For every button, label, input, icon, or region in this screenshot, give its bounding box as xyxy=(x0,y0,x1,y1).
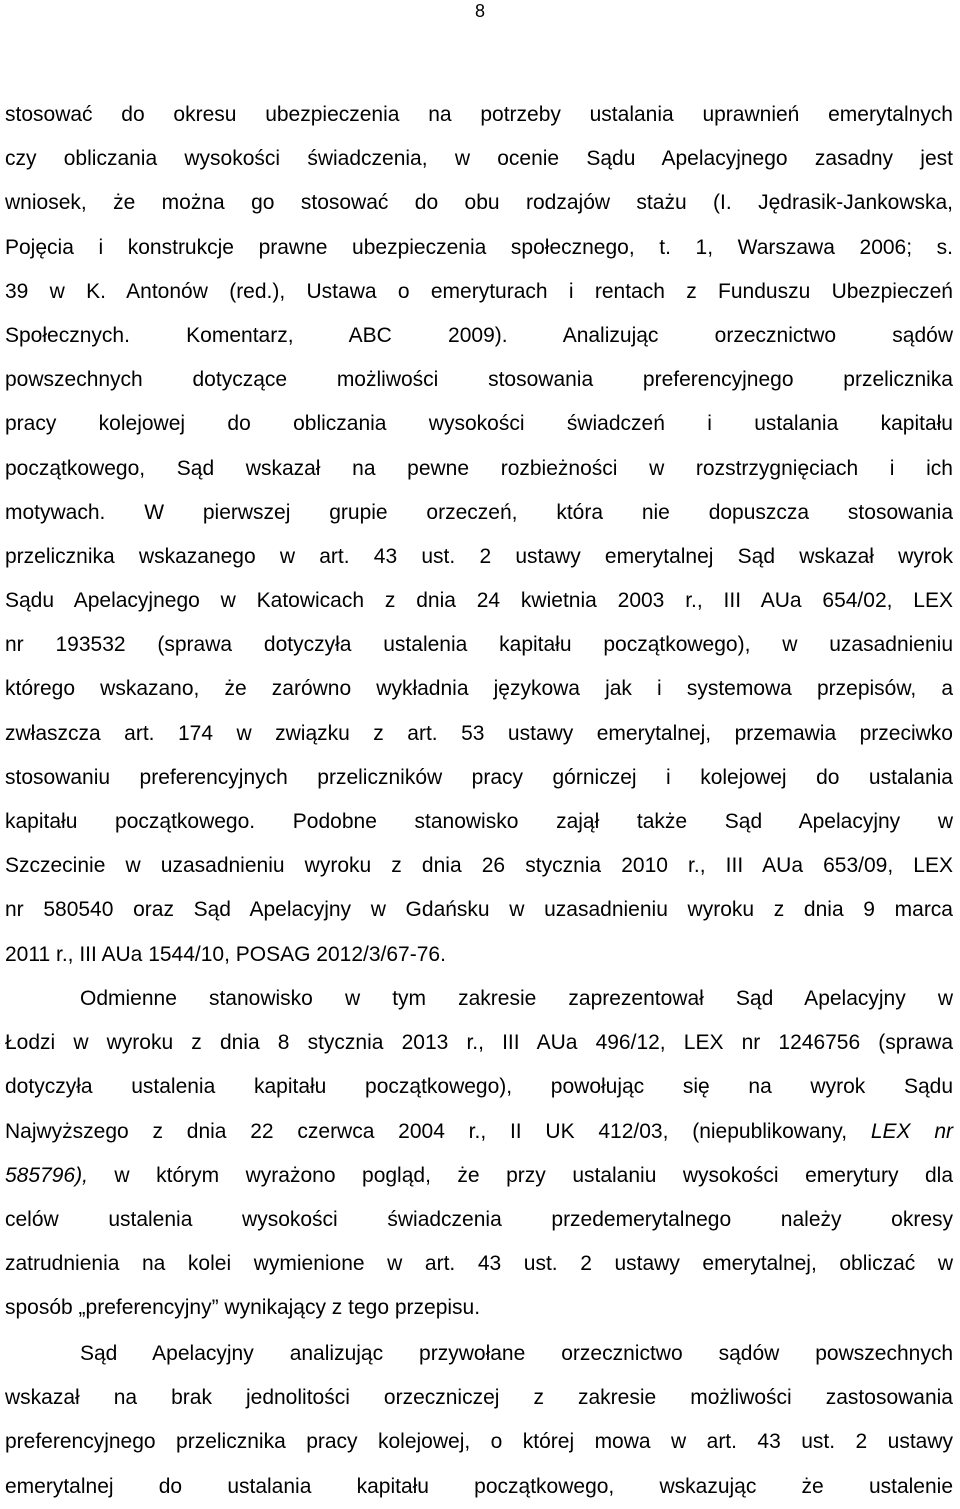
paragraph-line: Sądu Apelacyjnego w Katowicach z dnia 24 kwietnia 2003 r., III AUa 654/02, LEX xyxy=(5,589,953,613)
text-segment: w którym wyrażono pogląd, że przy ustalaniu wysokości emerytury dla xyxy=(87,1163,953,1187)
paragraph-line-mixed xyxy=(5,1110,953,1154)
paragraph-line: przelicznika wskazanego w art. 43 ust. 2 ustawy emerytalnej Sąd wskazał wyrok xyxy=(5,544,953,568)
paragraph-line: Odmienne stanowisko w tym zakresie zaprezentował Sąd Apelacyjny w xyxy=(80,987,953,1010)
paragraph-line: zwłaszcza art. 174 w związku z art. 53 ustawy emerytalnej, przemawia przeciwko xyxy=(5,721,953,745)
paragraph-line: Sąd Apelacyjny analizując przywołane orzecznictwo sądów powszechnych xyxy=(80,1342,953,1365)
paragraph-line: czy obliczania wysokości świadczenia, w ocenie Sądu Apelacyjnego zasadny jest xyxy=(5,147,953,171)
paragraph-2 xyxy=(5,977,953,1331)
paragraph-line: 39 w K. Antonów (red.), Ustawa o emeryturach i rentach z Funduszu Ubezpieczeń xyxy=(5,279,953,303)
paragraph-line: Szczecinie w uzasadnieniu wyroku z dnia 26 stycznia 2010 r., III AUa 653/09, LEX xyxy=(5,854,953,878)
paragraph-line: kapitału początkowego. Podobne stanowisko zajął także Sąd Apelacyjny w xyxy=(5,810,953,833)
paragraph-line: powszechnych dotyczące możliwości stosowania preferencyjnego przelicznika xyxy=(5,368,953,392)
paragraph-line: motywach. W pierwszej grupie orzeczeń, która nie dopuszcza stosowania xyxy=(5,500,953,524)
paragraph-line-mixed xyxy=(5,1154,953,1198)
paragraph-line: zatrudnienia na kolei wymienione w art. 43 ust. 2 ustawy emerytalnej, obliczać w xyxy=(5,1252,953,1276)
paragraph-line: nr 580540 oraz Sąd Apelacyjny w Gdańsku w uzasadnieniu wyroku z dnia 9 marca xyxy=(5,898,953,922)
paragraph-line: pracy kolejowej do obliczania wysokości świadczeń i ustalania kapitału xyxy=(5,412,953,436)
paragraph-line: początkowego, Sąd wskazał na pewne rozbieżności w rozstrzygnięciach i ich xyxy=(5,456,953,480)
paragraph-1 xyxy=(5,93,953,977)
paragraph-line: dotyczyła ustalenia kapitału początkowego), powołując się na wyrok Sądu xyxy=(5,1075,953,1099)
paragraph-line: stosować do okresu ubezpieczenia na potrzeby ustalania uprawnień emerytalnych xyxy=(5,103,953,126)
paragraph-line: 2011 r., III AUa 1544/10, POSAG 2012/3/67-76. xyxy=(5,942,446,966)
paragraph-3 xyxy=(5,1332,953,1509)
citation-italic: 585796), xyxy=(5,1163,88,1187)
paragraph-line: stosowaniu preferencyjnych przeliczników pracy górniczej i kolejowej do ustalania xyxy=(5,765,953,789)
paragraph-line: celów ustalenia wysokości świadczenia przedemerytalnego należy okresy xyxy=(5,1207,953,1231)
citation-italic: LEX nr xyxy=(870,1119,954,1143)
paragraph-line: Łodzi w wyroku z dnia 8 stycznia 2013 r., III AUa 496/12, LEX nr 1246756 (sprawa xyxy=(5,1031,953,1055)
paragraph-line: wskazał na brak jednolitości orzeczniczej z zakresie możliwości zastosowania xyxy=(5,1386,953,1410)
page-number: 8 xyxy=(474,1,485,21)
paragraph-line: Społecznych. Komentarz, ABC 2009). Analizując orzecznictwo sądów xyxy=(5,323,953,347)
paragraph-line: nr 193532 (sprawa dotyczyła ustalenia kapitału początkowego), w uzasadnieniu xyxy=(5,633,953,657)
paragraph-line: wniosek, że można go stosować do obu rodzajów stażu (I. Jędrasik-Jankowska, xyxy=(5,191,953,215)
paragraph-line: Pojęcia i konstrukcje prawne ubezpieczenia społecznego, t. 1, Warszawa 2006; s. xyxy=(5,235,953,259)
paragraph-line: którego wskazano, że zarówno wykładnia językowa jak i systemowa przepisów, a xyxy=(5,677,953,701)
paragraph-line: preferencyjnego przelicznika pracy kolejowej, o której mowa w art. 43 ust. 2 ustawy xyxy=(5,1430,953,1454)
text-segment: Najwyższego z dnia 22 czerwca 2004 r., II UK 412/03, (niepublikowany, xyxy=(5,1119,871,1143)
paragraph-line: emerytalnej do ustalania kapitału początkowego, wskazując że ustalenie xyxy=(5,1474,953,1498)
paragraph-line: sposób „preferencyjny” wynikający z tego przepisu. xyxy=(5,1296,481,1320)
